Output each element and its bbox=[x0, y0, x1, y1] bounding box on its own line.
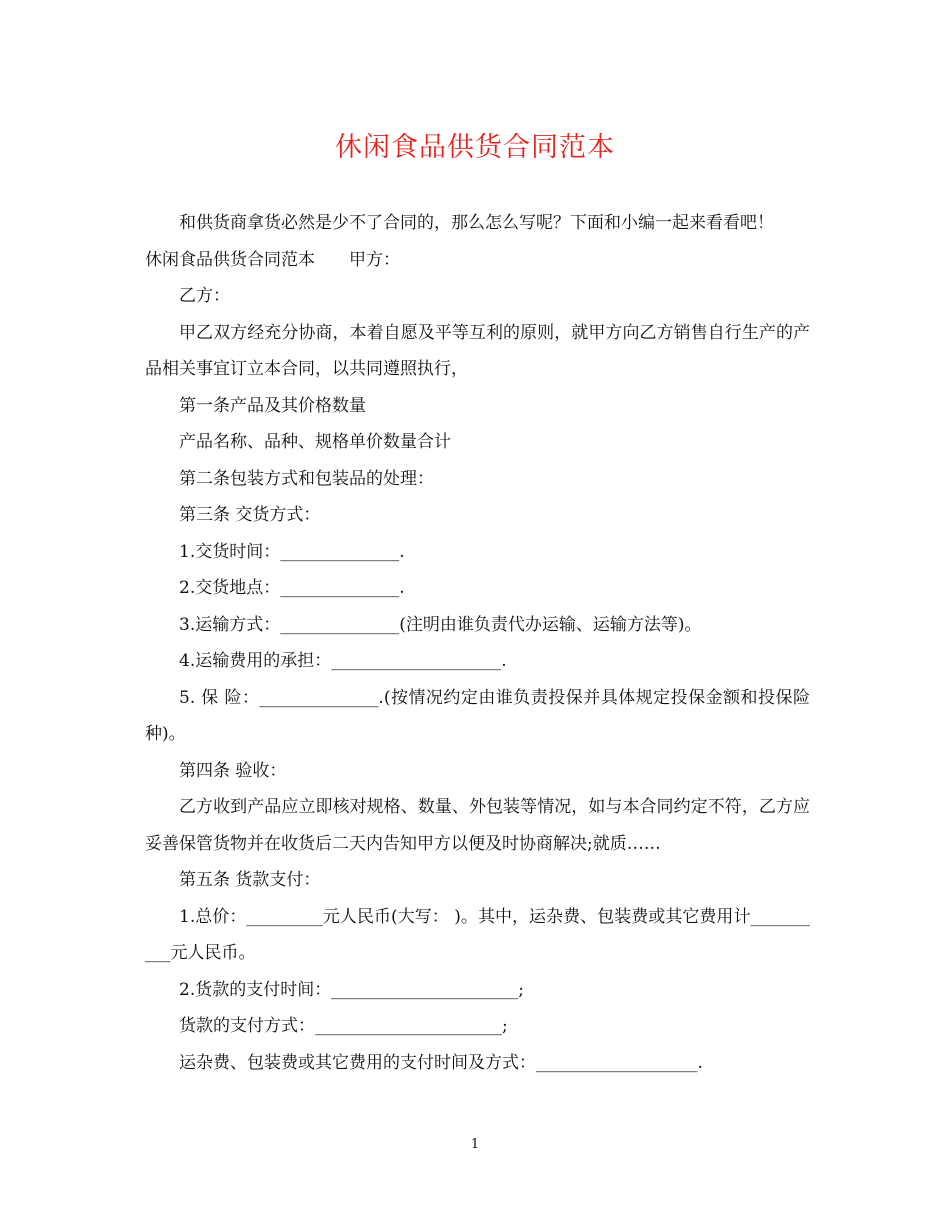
clause-3-item-3: 3.运输方式：______________(注明由谁负责代办运输、运输方法等)。 bbox=[179, 614, 702, 635]
clause-5-fees-payment: 运杂费、包装费或其它费用的支付时间及方式：___________________. bbox=[179, 1052, 703, 1073]
clause-3-item-4: 4.运输费用的承担：____________________. bbox=[179, 651, 507, 671]
paragraph-party-a: 休闲食品供货合同范本 甲方： bbox=[145, 249, 400, 270]
clause-3-item-5: 5. 保 险：______________.(按情况约定由谁负责投保并具体规定投保金额和投保险种)。 bbox=[145, 687, 810, 744]
paragraph-intro: 和供货商拿货必然是少不了合同的，那么怎么写呢？下面和小编一起来看看吧！ bbox=[179, 213, 774, 233]
clause-5-item-2: 2.货款的支付时间：______________________; bbox=[179, 979, 524, 1000]
clause-3-item-2: 2.交货地点：______________. bbox=[179, 578, 405, 598]
paragraph-party-b: 乙方： bbox=[179, 286, 230, 306]
clause-1-heading: 第一条产品及其价格数量 bbox=[179, 395, 366, 416]
clause-5-item-1: 1.总价：_________元人民币(大写： )。其中，运杂费、包装费或其它费用计__________元人民币。 bbox=[145, 906, 810, 963]
clause-3-heading: 第三条 交货方式： bbox=[179, 505, 321, 525]
page-number: 1 bbox=[470, 1137, 480, 1152]
paragraph-preamble: 甲乙双方经充分协商，本着自愿及平等互利的原则，就甲方向乙方销售自行生产的产品相关事宜订立本合同，以共同遵照执行， bbox=[145, 322, 810, 379]
clause-2-heading: 第二条包装方式和包装品的处理： bbox=[179, 468, 434, 489]
clause-5-payment-method: 货款的支付方式：______________________; bbox=[179, 1016, 508, 1036]
clause-1-columns: 产品名称、品种、规格单价数量合计 bbox=[179, 432, 451, 452]
clause-3-item-1: 1.交货时间：______________. bbox=[179, 541, 405, 562]
clause-4-heading: 第四条 验收： bbox=[179, 760, 287, 781]
clause-5-heading: 第五条 货款支付： bbox=[179, 870, 321, 890]
document-title: 休闲食品供货合同范本 bbox=[335, 132, 615, 163]
clause-4-body: 乙方收到产品应立即核对规格、数量、外包装等情况，如与本合同约定不符，乙方应妥善保管货物并在收货后二天内告知甲方以便及时协商解决;就质…… bbox=[145, 797, 810, 854]
document-body bbox=[145, 205, 810, 1081]
